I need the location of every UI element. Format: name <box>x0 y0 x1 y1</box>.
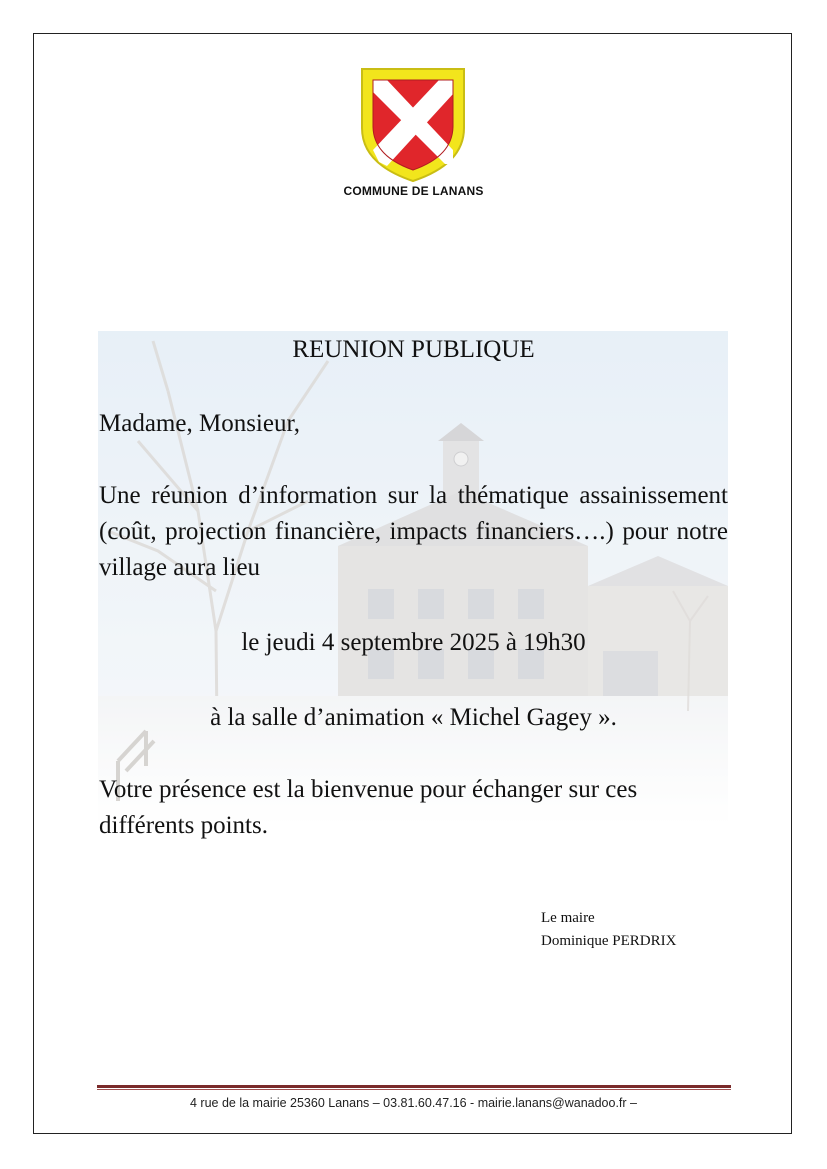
salutation: Madame, Monsieur, <box>99 410 301 437</box>
closing-paragraph: Votre présence est la bienvenue pour échanger sur ces différents points. <box>99 776 638 839</box>
signature-name: Dominique PERDRIX <box>541 933 677 949</box>
commune-name: COMMUNE DE LANANS <box>343 184 484 198</box>
meeting-date: le jeudi 4 septembre 2025 à 19h30 <box>241 629 586 656</box>
announcement-paragraph: Une réunion d’information sur la thématique assainissement (coût, projection financière, impacts financiers….) pour notre village aura lieu <box>99 482 728 581</box>
signature-role: Le maire <box>541 910 595 926</box>
meeting-location: à la salle d’animation « Michel Gagey ». <box>210 704 617 731</box>
footer-divider <box>97 1085 731 1088</box>
footer-contact: 4 rue de la mairie 25360 Lanans – 03.81.60.47.16 - mairie.lanans@wanadoo.fr – <box>189 1096 637 1110</box>
coat-of-arms-icon <box>359 66 467 184</box>
notice-title: REUNION PUBLIQUE <box>292 336 535 363</box>
footer-divider-thin <box>97 1089 731 1090</box>
